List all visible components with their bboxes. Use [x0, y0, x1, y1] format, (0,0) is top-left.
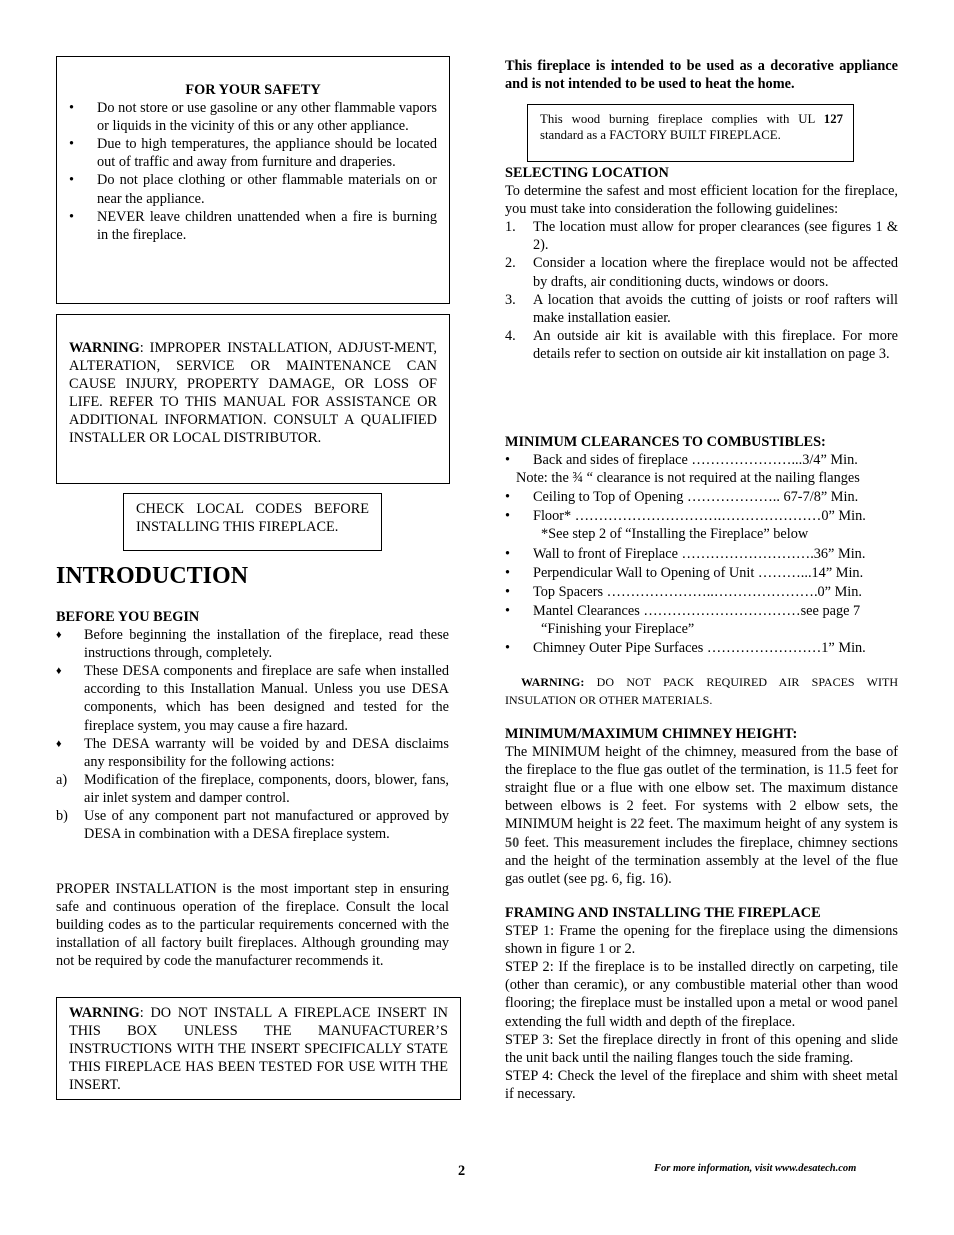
framing-heading: FRAMING AND INSTALLING THE FIREPLACE — [505, 905, 821, 921]
safety-item: • Do not place clothing or other flammable materials on or near the appliance. — [69, 171, 437, 207]
ul-compliance-box: This wood burning fireplace complies with UL 127 standard as a FACTORY BUILT FIREPLACE. — [527, 104, 854, 162]
list-item: 2. Consider a location where the fireplace would not be affected by drafts, air conditioning ducts, windows or doors. — [505, 255, 898, 290]
safety-title: FOR YOUR SAFETY — [185, 82, 321, 98]
selecting-location-list — [505, 218, 898, 363]
list-item: a) Modification of the fireplace, components, doors, blower, fans, air inlet system and damper control. — [56, 771, 449, 806]
clearances-list — [505, 451, 905, 469]
proper-installation-paragraph: PROPER INSTALLATION is the most important step in ensuring safe and continuous operation of the fireplace. Consult the local building codes as to the particular requirements concerned with the installation of all factory built fireplaces. Although grounding may not be required by code the manufacturer recommends it. — [56, 881, 449, 970]
selecting-location-heading: SELECTING LOCATION — [505, 165, 669, 181]
page-number: 2 — [458, 1163, 466, 1179]
warning-box-insert — [56, 997, 461, 1100]
safety-box — [56, 56, 450, 304]
warning-text: : IMPROPER INSTALLATION, ADJUST-MENT, ALTERATION, SERVICE OR MAINTENANCE CAN CAUSE INJURY, PROPERTY DAMAGE, OR LOSS OF LIFE. REFER TO THIS MANUAL FOR ASSISTANCE OR ADDITIONAL INFORMATION. CONSULT A QUALIFIED INSTALLER OR LOCAL DISTRIBUTOR. — [69, 340, 437, 447]
clearances-list — [505, 639, 905, 657]
clearance-item: • Floor* ………………………….…………………0” Min. — [505, 507, 905, 525]
clearance-note: “Finishing your Fireplace” — [541, 620, 695, 637]
check-codes-text: CHECK LOCAL CODES BEFORE INSTALLING THIS FIREPLACE. — [136, 501, 369, 536]
safety-item: • Do not store or use gasoline or any other flammable vapors or liquids in the vicinity of this or any other appliance. — [69, 99, 437, 135]
selecting-location-intro: To determine the safest and most efficient location for the fireplace, you must take into consideration the following guidelines: — [505, 183, 898, 218]
list-item: 1. The location must allow for proper clearances (see figures 1 & 2). — [505, 219, 898, 254]
clearance-item: • Back and sides of fireplace …………………...3/4” Min. — [505, 451, 905, 469]
before-you-begin-section — [56, 608, 449, 843]
check-codes-box — [123, 493, 382, 551]
selecting-location-section — [505, 164, 898, 363]
clearances-list — [505, 488, 905, 525]
clearance-note: Note: the ¾ “ clearance is not required at the nailing flanges — [516, 470, 860, 487]
clearance-item: • Mantel Clearances ……………………………see page 7 — [505, 602, 905, 620]
clearance-item: • Perpendicular Wall to Opening of Unit ………...14” Min. — [505, 564, 905, 582]
list-item: 4. An outside air kit is available with this fireplace. For more details refer to section on outside air kit installation on page 3. — [505, 327, 898, 362]
clearance-item: • Top Spacers …………………..………………….0” Min. — [505, 583, 905, 601]
warning-text: : DO NOT INSTALL A FIREPLACE INSERT IN THIS BOX UNLESS THE MANUFACTURER’S INSTRUCTIONS WITH THE INSERT SPECIFICALLY STATE THIS FIREPLACE HAS BEEN TESTED FOR USE WITH THE INSERT. — [69, 1005, 448, 1094]
safety-item: • NEVER leave children unattended when a fire is burning in the fireplace. — [69, 208, 437, 244]
clearance-item: • Chimney Outer Pipe Surfaces ……………………1” Min. — [505, 639, 905, 657]
before-you-begin-heading: BEFORE YOU BEGIN — [56, 609, 200, 625]
warning-box-installation — [56, 314, 450, 484]
list-item: 3. A location that avoids the cutting of joists or roof rafters will make installation easier. — [505, 291, 898, 326]
warning-label: WARNING — [69, 340, 140, 356]
list-item: b) Use of any component part not manufactured or approved by DESA in combination with a DESA fireplace system. — [56, 808, 449, 843]
clearances-list — [505, 545, 905, 620]
clearance-item: • Ceiling to Top of Opening ……………….. 67-7/8” Min. — [505, 488, 905, 506]
framing-step: STEP 1: Frame the opening for the fireplace using the dimensions shown in figure 1 or 2. — [505, 923, 898, 958]
framing-section — [505, 904, 898, 1103]
list-item: ♦ Before beginning the installation of the fireplace, read these instructions through, completely. — [56, 627, 449, 662]
list-item: ♦ These DESA components and fireplace are safe when installed according to this Installation Manual. Unless you use DESA components, which has been designed and tested for the fireplace system, you may cause a fire hazard. — [56, 663, 449, 734]
chimney-height-section — [505, 725, 898, 888]
clearance-note: *See step 2 of “Installing the Fireplace” below — [541, 526, 809, 543]
list-item: ♦ The DESA warranty will be voided by and DESA disclaims any responsibility for the following actions: — [56, 735, 449, 770]
framing-step: STEP 2: If the fireplace is to be installed directly on carpeting, tile (other than ceramic), or any combustible material other than wood flooring; the fireplace must be installed upon a metal or wood panel extending the full width and depth of the fireplace. — [505, 959, 898, 1030]
framing-step: STEP 3: Set the fireplace directly in front of this opening and slide the unit back until the nailing flanges touch the side framing. — [505, 1031, 898, 1066]
warning-label: WARNING — [69, 1005, 140, 1021]
safety-item: • Due to high temperatures, the appliance should be located out of traffic and away from furniture and draperies. — [69, 135, 437, 171]
chimney-height-text: The MINIMUM height of the chimney, measured from the base of the fireplace to the flue gas outlet of the termination, is 11.5 feet for straight flue or a flue with one elbow set. The maximum distance between elbows is 2 feet. For systems with 2 elbow sets, the MINIMUM height is 22 feet. The maximum height of any system is 50 feet. This measurement includes the fireplace, chimney sections and the height of the termination assembly at the level of the flue gas outlet (see pg. 6, fig. 16). — [505, 744, 898, 887]
ul-number: 127 — [823, 112, 843, 126]
clearance-item: • Wall to front of Fireplace ……………………….36” Min. — [505, 545, 905, 563]
website-note: For more information, visit www.desatech.com — [654, 1163, 857, 1174]
before-you-begin-list — [56, 626, 449, 843]
air-space-warning: WARNING: DO NOT PACK REQUIRED AIR SPACES WITH INSULATION OR OTHER MATERIALS. — [505, 675, 898, 707]
chimney-height-heading: MINIMUM/MAXIMUM CHIMNEY HEIGHT: — [505, 726, 798, 742]
decorative-note: This fireplace is intended to be used as a decorative appliance and is not intended to be used to heat the home. — [505, 58, 898, 93]
clearances-heading: MINIMUM CLEARANCES TO COMBUSTIBLES: — [505, 434, 826, 450]
clearances-section — [505, 433, 905, 657]
safety-list — [69, 99, 437, 244]
introduction-heading: INTRODUCTION — [56, 563, 249, 589]
framing-step: STEP 4: Check the level of the fireplace and shim with sheet metal if necessary. — [505, 1067, 898, 1102]
